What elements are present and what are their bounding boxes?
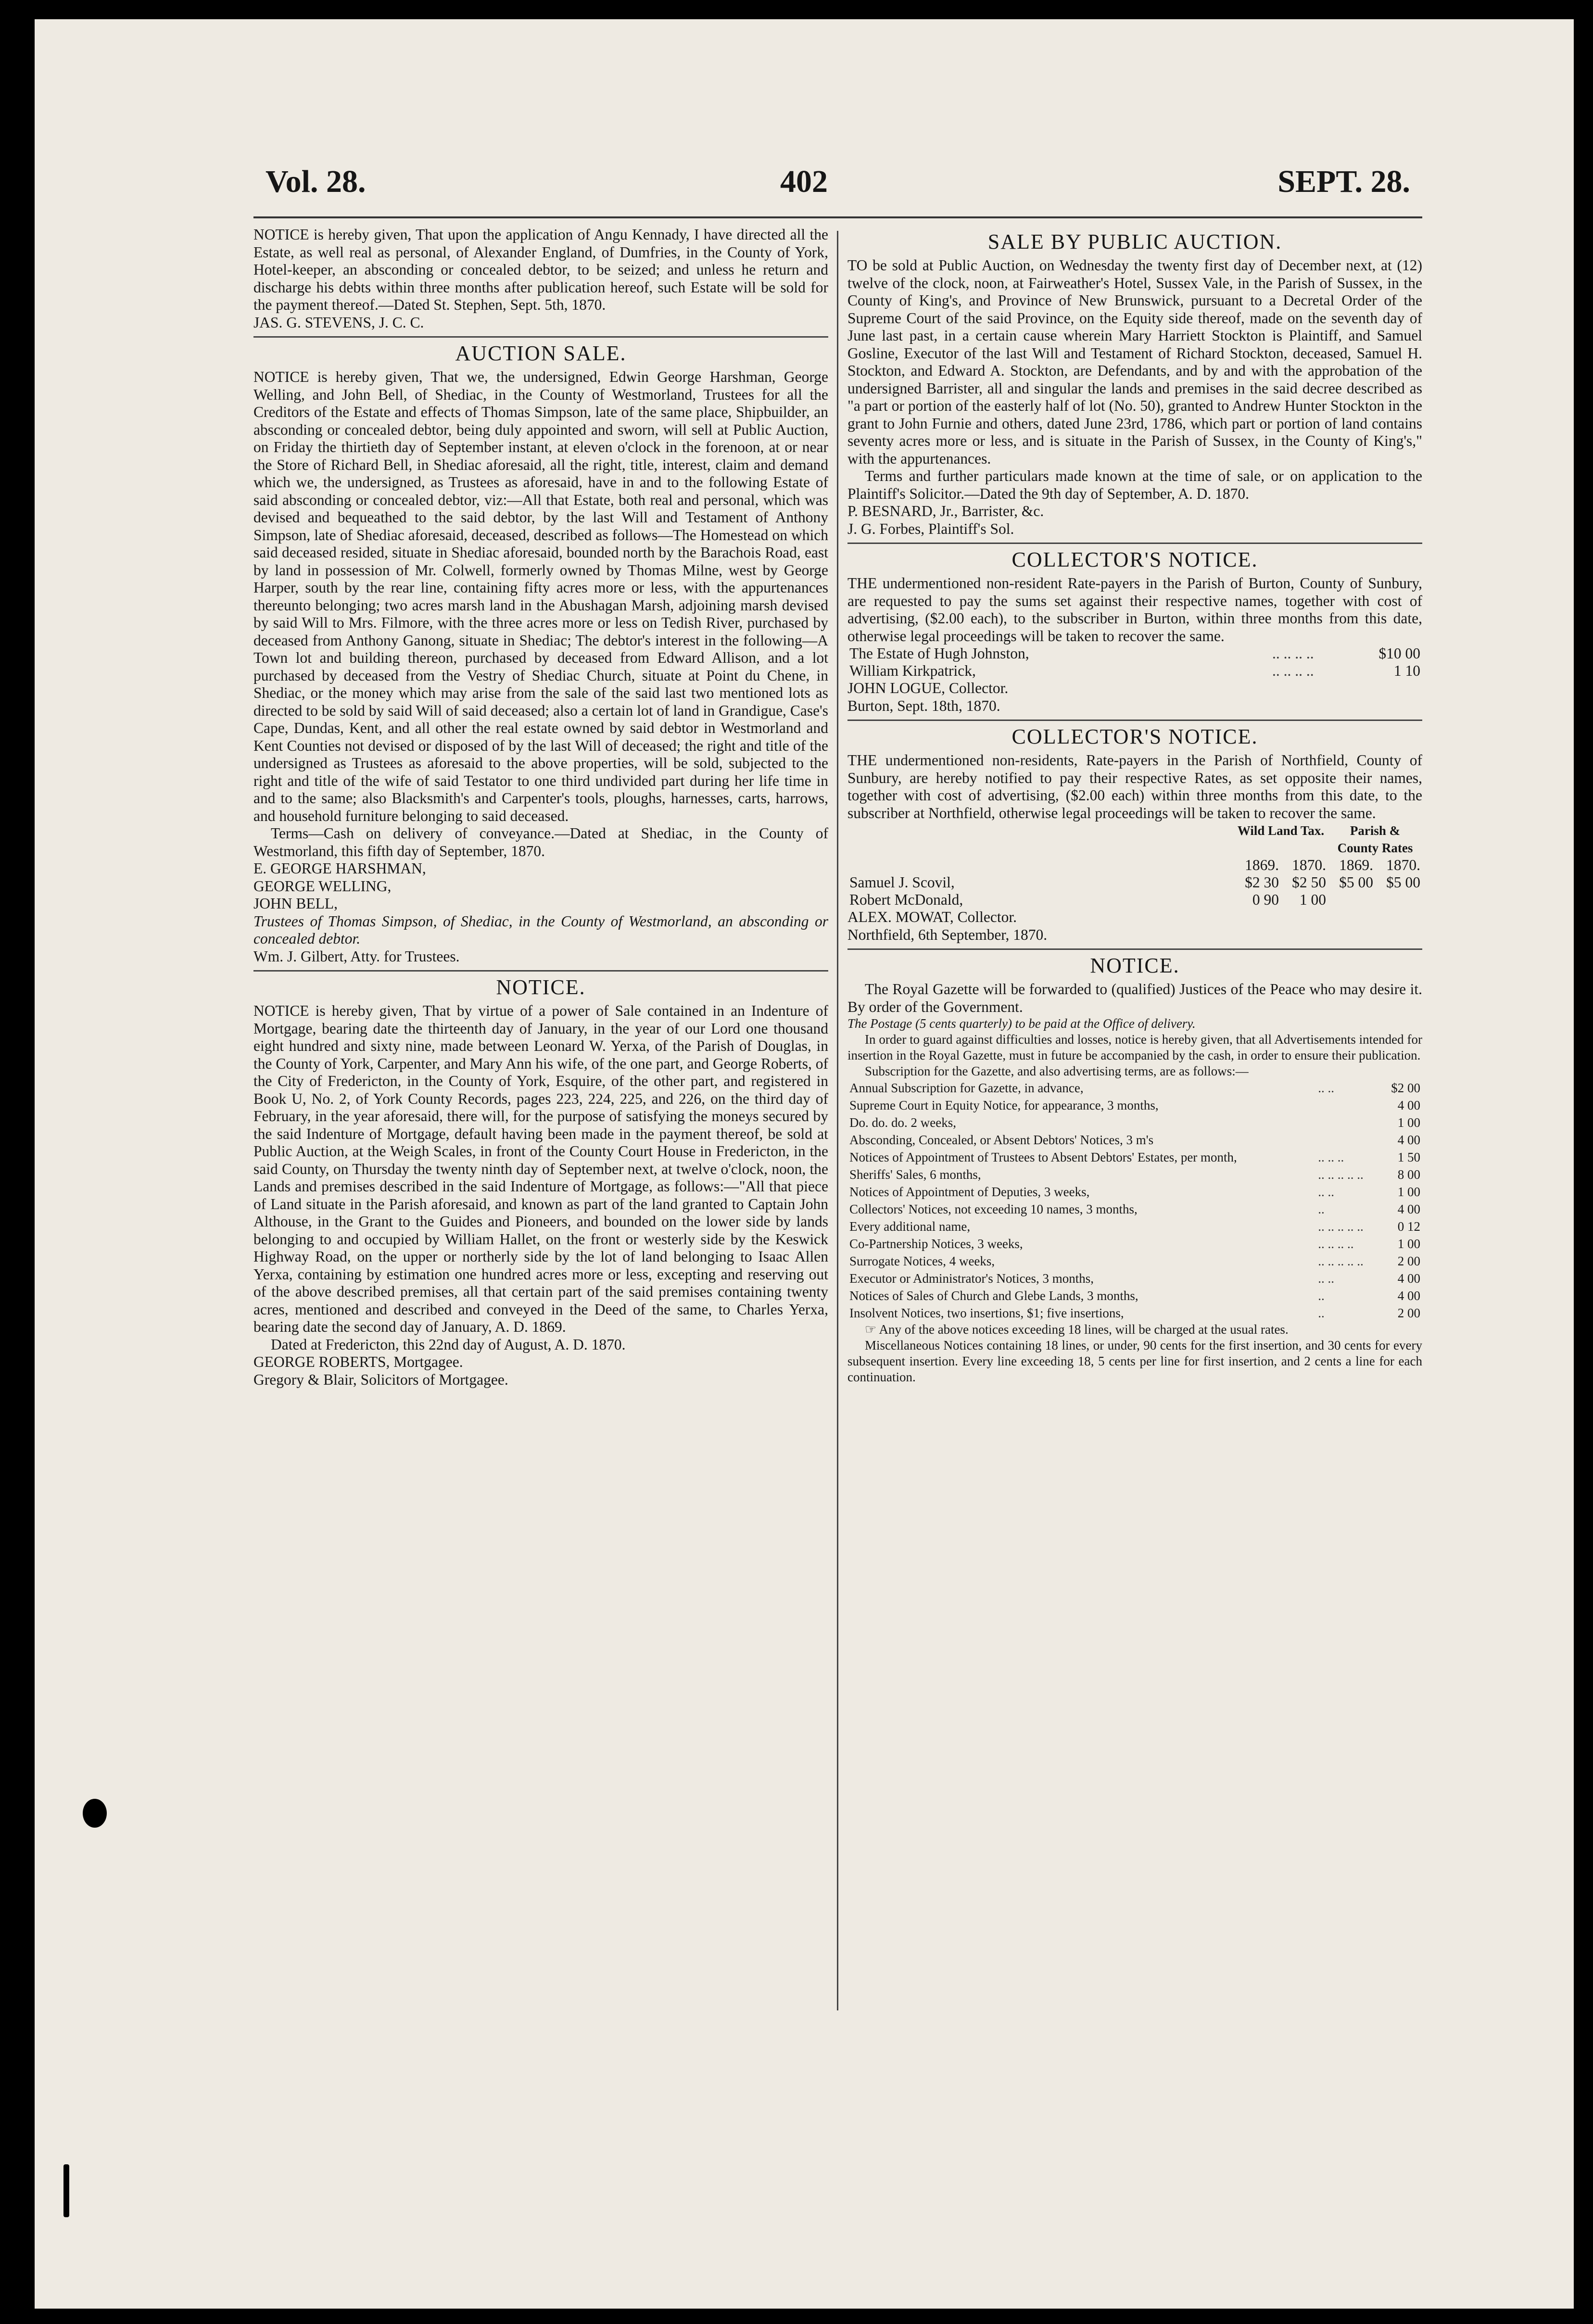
rate-row bbox=[847, 1166, 1422, 1183]
section-heading: AUCTION SALE. bbox=[455, 341, 627, 365]
rate-amount: 2 00 bbox=[1397, 1254, 1420, 1268]
table-row bbox=[847, 662, 1422, 680]
rate-label: Absconding, Concealed, or Absent Debtors' Notices, 3 m's bbox=[849, 1133, 1154, 1147]
notice-terms: Terms and further particulars made known at the time of sale, or on application to the Plaintiff's Solicitor.—Dated the 9th day of September, A. D. 1870. bbox=[847, 467, 1422, 502]
rate-amount: 2 00 bbox=[1397, 1306, 1420, 1320]
tax-value: 1 00 bbox=[1299, 891, 1326, 908]
notice-body: THE undermentioned non-resident Rate-payers in the Parish of Burton, County of Sunbury, are requested to pay the sums set against their respective names, together with cost of advertising, ($2.00 each), to the subscriber in Burton, within three months from this date, otherwise legal proceedings will be taken to recover the same. bbox=[847, 575, 1422, 644]
rate-row bbox=[847, 1287, 1422, 1304]
guard-paragraph: In order to guard against difficulties and losses, notice is hereby given, that all Advertisements intended for insertion in the Royal Gazette, must in future be accompanied by the cash, in order to ensure their publication. bbox=[847, 1032, 1422, 1062]
section-rule bbox=[847, 720, 1422, 721]
leader-dots: .. .. bbox=[1318, 1271, 1335, 1286]
rate-label: Every additional name, bbox=[849, 1219, 971, 1234]
tax-value: $2 50 bbox=[1292, 874, 1326, 891]
leader-dots: .. .. .. .. bbox=[1272, 662, 1314, 679]
notice-body: NOTICE is hereby given, That we, the undersigned, Edwin George Harshman, George Welling, and John Bell, of Shediac, in the County of Westmorland, Trustees for all the Creditors of the Estate and effects of Thomas Simpson, late of the same place, Shipbuilder, an absconding or concealed debtor, being duly appointed and sworn, will sell at Public Auction, on Friday the thirtieth day of September instant, at eleven o'clock in the forenoon, at or near the Store of Richard Bell, in Shediac aforesaid, all the right, title, interest, claim and demand which we, the undersigned, as Trustees as aforesaid, have in and to the following Estate of said absconding or concealed debtor, viz:—All that Estate, both real and personal, which was devised and bequeathed to the said debtor, by the last Will and Testament of Anthony Simpson, late of Shediac aforesaid, deceased, described as follows—The Homestead on which said deceased resided, situate in Shediac aforesaid, bounded north by the Barachois Road, east by land in possession of Mr. Colwell, formerly owned by Thomas Milne, west by George Harper, south by the rear line, containing fifty acres more or less, with the appurtenances thereunto belonging; two acres marsh land in the Abushagan Marsh, adjoining marsh devised by said Will to Mrs. Filmore, with the three acres more or less on Tedish River, purchased by deceased from Anthony Ganong, situate in Shediac; The debtor's interest in the following—A Town lot and building thereon, purchased by deceased from Edward Allison, and a lot purchased by deceased from the Vestry of Shediac Church, situate at Point du Chene, in Shediac, or the money which may arise from the sale of the said last two mentioned lots as directed to be sold by said Will of said deceased; also a certain lot of land in Grandigue, Case's Cape, Dundas, Kent, and all other the real estate owned by said debtor in Westmorland and Kent Counties not devised or disposed of by the last Will of deceased; the right and title of the undersigned as Trustees as aforesaid to the above properties, will be sold, subjected to the right and title of the wife of said Testator to one third undivided part during her life time in and to the same; also Blacksmith's and Carpenter's tools, ploughs, harnesses, carts, harrows, and household furniture belonging to said deceased. bbox=[253, 368, 828, 824]
rate-amount: 1 00 bbox=[1397, 1115, 1420, 1130]
rate-row bbox=[847, 1097, 1422, 1114]
year-heading: 1869. bbox=[1339, 857, 1373, 873]
rate-label: Supreme Court in Equity Notice, for appearance, 3 months, bbox=[849, 1098, 1159, 1112]
table-row bbox=[847, 874, 1422, 891]
leader-dots: .. .. .. .. .. bbox=[1318, 1219, 1364, 1234]
auction-sale-notice bbox=[253, 341, 828, 965]
notice-dated: Northfield, 6th September, 1870. bbox=[847, 926, 1048, 943]
ratepayer-amount: 1 10 bbox=[1393, 662, 1420, 679]
page-number: 402 bbox=[780, 164, 828, 199]
rate-row bbox=[847, 1183, 1422, 1200]
solicitors-line: Gregory & Blair, Solicitors of Mortgagee. bbox=[253, 1371, 508, 1388]
rate-label: Notices of Appointment of Deputies, 3 weeks, bbox=[849, 1185, 1090, 1199]
rate-label: Annual Subscription for Gazette, in advance, bbox=[849, 1081, 1084, 1095]
rate-amount: 1 00 bbox=[1397, 1237, 1420, 1251]
rate-label: Sheriffs' Sales, 6 months, bbox=[849, 1167, 981, 1182]
signer-3: JOHN BELL, bbox=[253, 895, 338, 912]
signer-1: E. GEORGE HARSHMAN, bbox=[253, 860, 426, 877]
table-row bbox=[847, 891, 1422, 909]
notice-body: NOTICE is hereby given, That upon the application of Angu Kennady, I have directed all the Estate, as well real as personal, of Alexander England, of Dumfries, in the County of York, Hotel-keeper, an absconding or concealed debtor, to be seized; and unless he return and discharge his debts within three months after publication hereof, such Estate will be sold for the payment thereof.—Dated St. Stephen, Sept. 5th, 1870. bbox=[253, 226, 828, 313]
rate-amount: 4 00 bbox=[1397, 1133, 1420, 1147]
rate-label: Executor or Administrator's Notices, 3 months, bbox=[849, 1271, 1094, 1286]
trustees-line: Trustees of Thomas Simpson, of Shediac, in the County of Westmorland, an absconding or concealed debtor. bbox=[253, 912, 828, 947]
rate-row bbox=[847, 1218, 1422, 1235]
advertising-rates-table bbox=[847, 1079, 1422, 1322]
public-auction-notice bbox=[847, 230, 1422, 538]
tax-value: 0 90 bbox=[1252, 891, 1279, 908]
rate-label: Notices of Sales of Church and Glebe Lands, 3 months, bbox=[849, 1288, 1138, 1303]
rate-row bbox=[847, 1131, 1422, 1149]
rate-label: Notices of Appointment of Trustees to Absent Debtors' Estates, per month, bbox=[849, 1150, 1237, 1164]
section-rule bbox=[847, 948, 1422, 950]
exceeding-text: Any of the above notices exceeding 18 lines, will be charged at the usual rates. bbox=[879, 1322, 1289, 1337]
signer-2: GEORGE WELLING, bbox=[253, 877, 392, 895]
rate-row bbox=[847, 1149, 1422, 1166]
notice-dated: Dated at Fredericton, this 22nd day of August, A. D. 1870. bbox=[271, 1336, 626, 1353]
column-heading: Parish & County Rates bbox=[1337, 823, 1413, 855]
gazette-page bbox=[35, 19, 1574, 2309]
leader-dots: .. bbox=[1318, 1202, 1325, 1216]
rate-label: Do. do. do. 2 weeks, bbox=[849, 1115, 956, 1130]
rate-amount: 8 00 bbox=[1397, 1167, 1420, 1182]
ratepayer-name: Robert McDonald, bbox=[849, 891, 963, 908]
leader-dots: .. .. bbox=[1318, 1185, 1335, 1199]
leader-dots: .. .. .. .. bbox=[1318, 1237, 1354, 1251]
leader-dots bbox=[1316, 1097, 1375, 1114]
rate-amount: 4 00 bbox=[1397, 1271, 1420, 1286]
rate-amount: 0 12 bbox=[1397, 1219, 1420, 1234]
section-heading: COLLECTOR'S NOTICE. bbox=[1011, 725, 1258, 748]
gazette-notice bbox=[847, 954, 1422, 1385]
section-heading: NOTICE. bbox=[496, 975, 586, 999]
left-column bbox=[253, 226, 828, 1389]
section-rule bbox=[253, 336, 828, 338]
year-heading: 1869. bbox=[1245, 857, 1279, 873]
tax-value bbox=[1328, 891, 1375, 909]
column-divider bbox=[837, 231, 838, 2010]
rate-row bbox=[847, 1235, 1422, 1252]
ink-blot bbox=[63, 2164, 69, 2217]
rate-row bbox=[847, 1079, 1422, 1097]
volume-label: Vol. 28. bbox=[266, 164, 366, 199]
ink-blot bbox=[83, 1799, 107, 1828]
notice-signature: JOHN LOGUE, Collector. bbox=[847, 680, 1009, 696]
section-rule bbox=[253, 970, 828, 972]
rate-row bbox=[847, 1252, 1422, 1270]
table-header-row bbox=[847, 857, 1422, 874]
rate-amount: 1 50 bbox=[1397, 1150, 1420, 1164]
collector-notice-burton bbox=[847, 548, 1422, 715]
table-header-row bbox=[847, 822, 1422, 857]
ratepayer-name: Samuel J. Scovil, bbox=[849, 874, 955, 891]
attorney-line: Wm. J. Gilbert, Atty. for Trustees. bbox=[253, 947, 460, 965]
leader-dots: .. .. .. .. .. bbox=[1318, 1167, 1364, 1182]
leader-dots: .. .. .. .. .. bbox=[1318, 1254, 1364, 1268]
leader-dots: .. bbox=[1318, 1288, 1325, 1303]
notice-dated: Burton, Sept. 18th, 1870. bbox=[847, 697, 1000, 714]
rate-amount: $2 00 bbox=[1391, 1081, 1420, 1095]
tax-value: $5 00 bbox=[1386, 874, 1420, 891]
section-heading: NOTICE. bbox=[1090, 954, 1180, 977]
header-rule bbox=[253, 216, 1422, 218]
rate-row bbox=[847, 1304, 1422, 1322]
notice-body: THE undermentioned non-residents, Rate-payers in the Parish of Northfield, County of Sunbury, are hereby notified to pay their respective Rates, as set opposite their names, together with cost of advertising, ($2.00 each) within three months from this date, to the subscriber at Northfield, otherwise legal proceedings will be taken to recover the same. bbox=[847, 752, 1422, 821]
leader-dots: .. .. .. bbox=[1318, 1150, 1344, 1164]
section-rule bbox=[847, 543, 1422, 544]
table-row bbox=[847, 645, 1422, 662]
exceeding-note: ☞ Any of the above notices exceeding 18 lines, will be charged at the usual rates. bbox=[865, 1322, 1289, 1337]
notice-signature: JAS. G. STEVENS, J. C. C. bbox=[253, 314, 424, 331]
year-heading: 1870. bbox=[1292, 857, 1326, 873]
section-heading: SALE BY PUBLIC AUCTION. bbox=[987, 230, 1282, 253]
leader-dots bbox=[1316, 1131, 1375, 1149]
rate-row bbox=[847, 1200, 1422, 1218]
notice-body: The Royal Gazette will be forwarded to (qualified) Justices of the Peace who may desire it. By order of the Government. bbox=[847, 981, 1422, 1015]
rate-label: Surrogate Notices, 4 weeks, bbox=[849, 1254, 995, 1268]
notice-body: TO be sold at Public Auction, on Wednesday the twenty first day of December next, at (12) twelve of the clock, noon, at Fairweather's Hotel, Sussex Vale, in the Parish of Sussex, in the County of King's, and Province of New Brunswick, pursuant to a Decretal Order of the Supreme Court of the said Province, on the Equity side thereof, made on the seventh day of June last past, in a certain cause wherein Mary Harriett Stockton is Plaintiff, and Samuel Gosline, Executor of the last Will and Testament of Richard Stockton, deceased, Samuel H. Stockton, and Edward A. Stockton, are Defendants, and by and with the approbation of the undersigned Barrister, all and singular the lands and premises in the said decree described as "a part or portion of the easterly half of lot (No. 50), granted to Andrew Hunter Stockton in the grant to John Furnie and others, dated June 23rd, 1786, which part or portion of land contains seventy acres more or less, and is situate in the Parish of Sussex, in the County of King's," with the appurtenances. bbox=[847, 257, 1422, 467]
rate-row bbox=[847, 1114, 1422, 1131]
notice-signature: ALEX. MOWAT, Collector. bbox=[847, 909, 1017, 925]
notice-signature: P. BESNARD, Jr., Barrister, &c. bbox=[847, 503, 1044, 519]
leader-dots: .. .. bbox=[1318, 1081, 1335, 1095]
seizure-notice bbox=[253, 226, 828, 331]
section-heading: COLLECTOR'S NOTICE. bbox=[1011, 548, 1258, 571]
year-heading: 1870. bbox=[1386, 857, 1420, 873]
notice-body: NOTICE is hereby given, That by virtue of a power of Sale contained in an Indenture of Mortgage, bearing date the thirteenth day of January, in the year of our Lord one thousand eight hundred and sixty nine, made between Leonard W. Yerxa, of the Parish of Douglas, in the County of York, Carpenter, and Mary Ann his wife, of the one part, and George Roberts, of the City of Fredericton, in the County of York, Esquire, of the other part, and registered in Book U, No. 2, of York County Records, pages 223, 224, 225, and 226, on the third day of February, in the year aforesaid, there will, for the purpose of satisfying the moneys secured by the said Indenture of Mortgage, default having been made in the payment thereof, be sold at Public Auction, at the Weigh Scales, in front of the County Court House in Fredericton, in the said County, on Thursday the twenty ninth day of September next, at twelve o'clock, noon, the Lands and premises described in the said Indenture of Mortgage, as follows:—"All that piece of Land situate in the Parish aforesaid, and known as part of the land granted to Captain John Althouse, in the Grant to the Guides and Pioneers, and bounded on the lower side by lands belonging to and occupied by William Hallet, on the front or westerly side by the Keswick Highway Road, on the upper or northerly side by the lot of land belonging to Isaac Allen Yerxa, containing by estimation one hundred acres more or less, excepting and reserving out of the above described premises, all that certain part of the said premises containing twenty acres, mentioned and described and conveyed in the Deed of the same, to Charles Yerxa, bearing date the second day of January, A. D. 1869. bbox=[253, 1002, 828, 1335]
page-header bbox=[266, 164, 1410, 212]
tax-value bbox=[1375, 891, 1422, 909]
ratepayer-name: William Kirkpatrick, bbox=[849, 662, 976, 679]
right-column bbox=[847, 226, 1422, 1385]
leader-dots: .. bbox=[1318, 1306, 1325, 1320]
notice-signature: GEORGE ROBERTS, Mortgagee. bbox=[253, 1353, 463, 1370]
rate-label: Co-Partnership Notices, 3 weeks, bbox=[849, 1237, 1023, 1251]
rate-amount: 4 00 bbox=[1397, 1202, 1420, 1216]
postage-line: The Postage (5 cents quarterly) to be paid at the Office of delivery. bbox=[847, 1016, 1196, 1031]
rate-amount: 4 00 bbox=[1397, 1098, 1420, 1112]
column-heading: Wild Land Tax. bbox=[1237, 823, 1325, 838]
ratepayer-amount: $10 00 bbox=[1378, 645, 1420, 662]
tax-value: $5 00 bbox=[1339, 874, 1373, 891]
leader-dots: .. .. .. .. bbox=[1272, 645, 1314, 662]
notice-terms: Terms—Cash on delivery of conveyance.—Dated at Shediac, in the County of Westmorland, this fifth day of September, 1870. bbox=[253, 825, 828, 859]
rate-row bbox=[847, 1270, 1422, 1287]
tax-value: $2 30 bbox=[1245, 874, 1279, 891]
solicitor-line: J. G. Forbes, Plaintiff's Sol. bbox=[847, 520, 1014, 537]
mortgage-notice bbox=[253, 975, 828, 1389]
rate-amount: 1 00 bbox=[1397, 1185, 1420, 1199]
rate-label: Collectors' Notices, not exceeding 10 names, 3 months, bbox=[849, 1202, 1138, 1216]
misc-paragraph: Miscellaneous Notices containing 18 lines, or under, 90 cents for the first insertion, and 30 cents for every subsequent insertion. Every line exceeding 18, 5 cents per line for first insertion, and 2 cents a line for each continuation. bbox=[847, 1338, 1422, 1384]
subscription-intro: Subscription for the Gazette, and also advertising terms, are as follows:— bbox=[865, 1064, 1249, 1078]
collector-notice-northfield bbox=[847, 725, 1422, 944]
ratepayer-name: The Estate of Hugh Johnston, bbox=[849, 645, 1029, 662]
rates-table bbox=[847, 822, 1422, 909]
rate-amount: 4 00 bbox=[1397, 1288, 1420, 1303]
leader-dots bbox=[1316, 1114, 1375, 1131]
issue-date: SEPT. 28. bbox=[1277, 164, 1410, 199]
ratepayer-table bbox=[847, 645, 1422, 680]
rate-label: Insolvent Notices, two insertions, $1; five insertions, bbox=[849, 1306, 1124, 1320]
